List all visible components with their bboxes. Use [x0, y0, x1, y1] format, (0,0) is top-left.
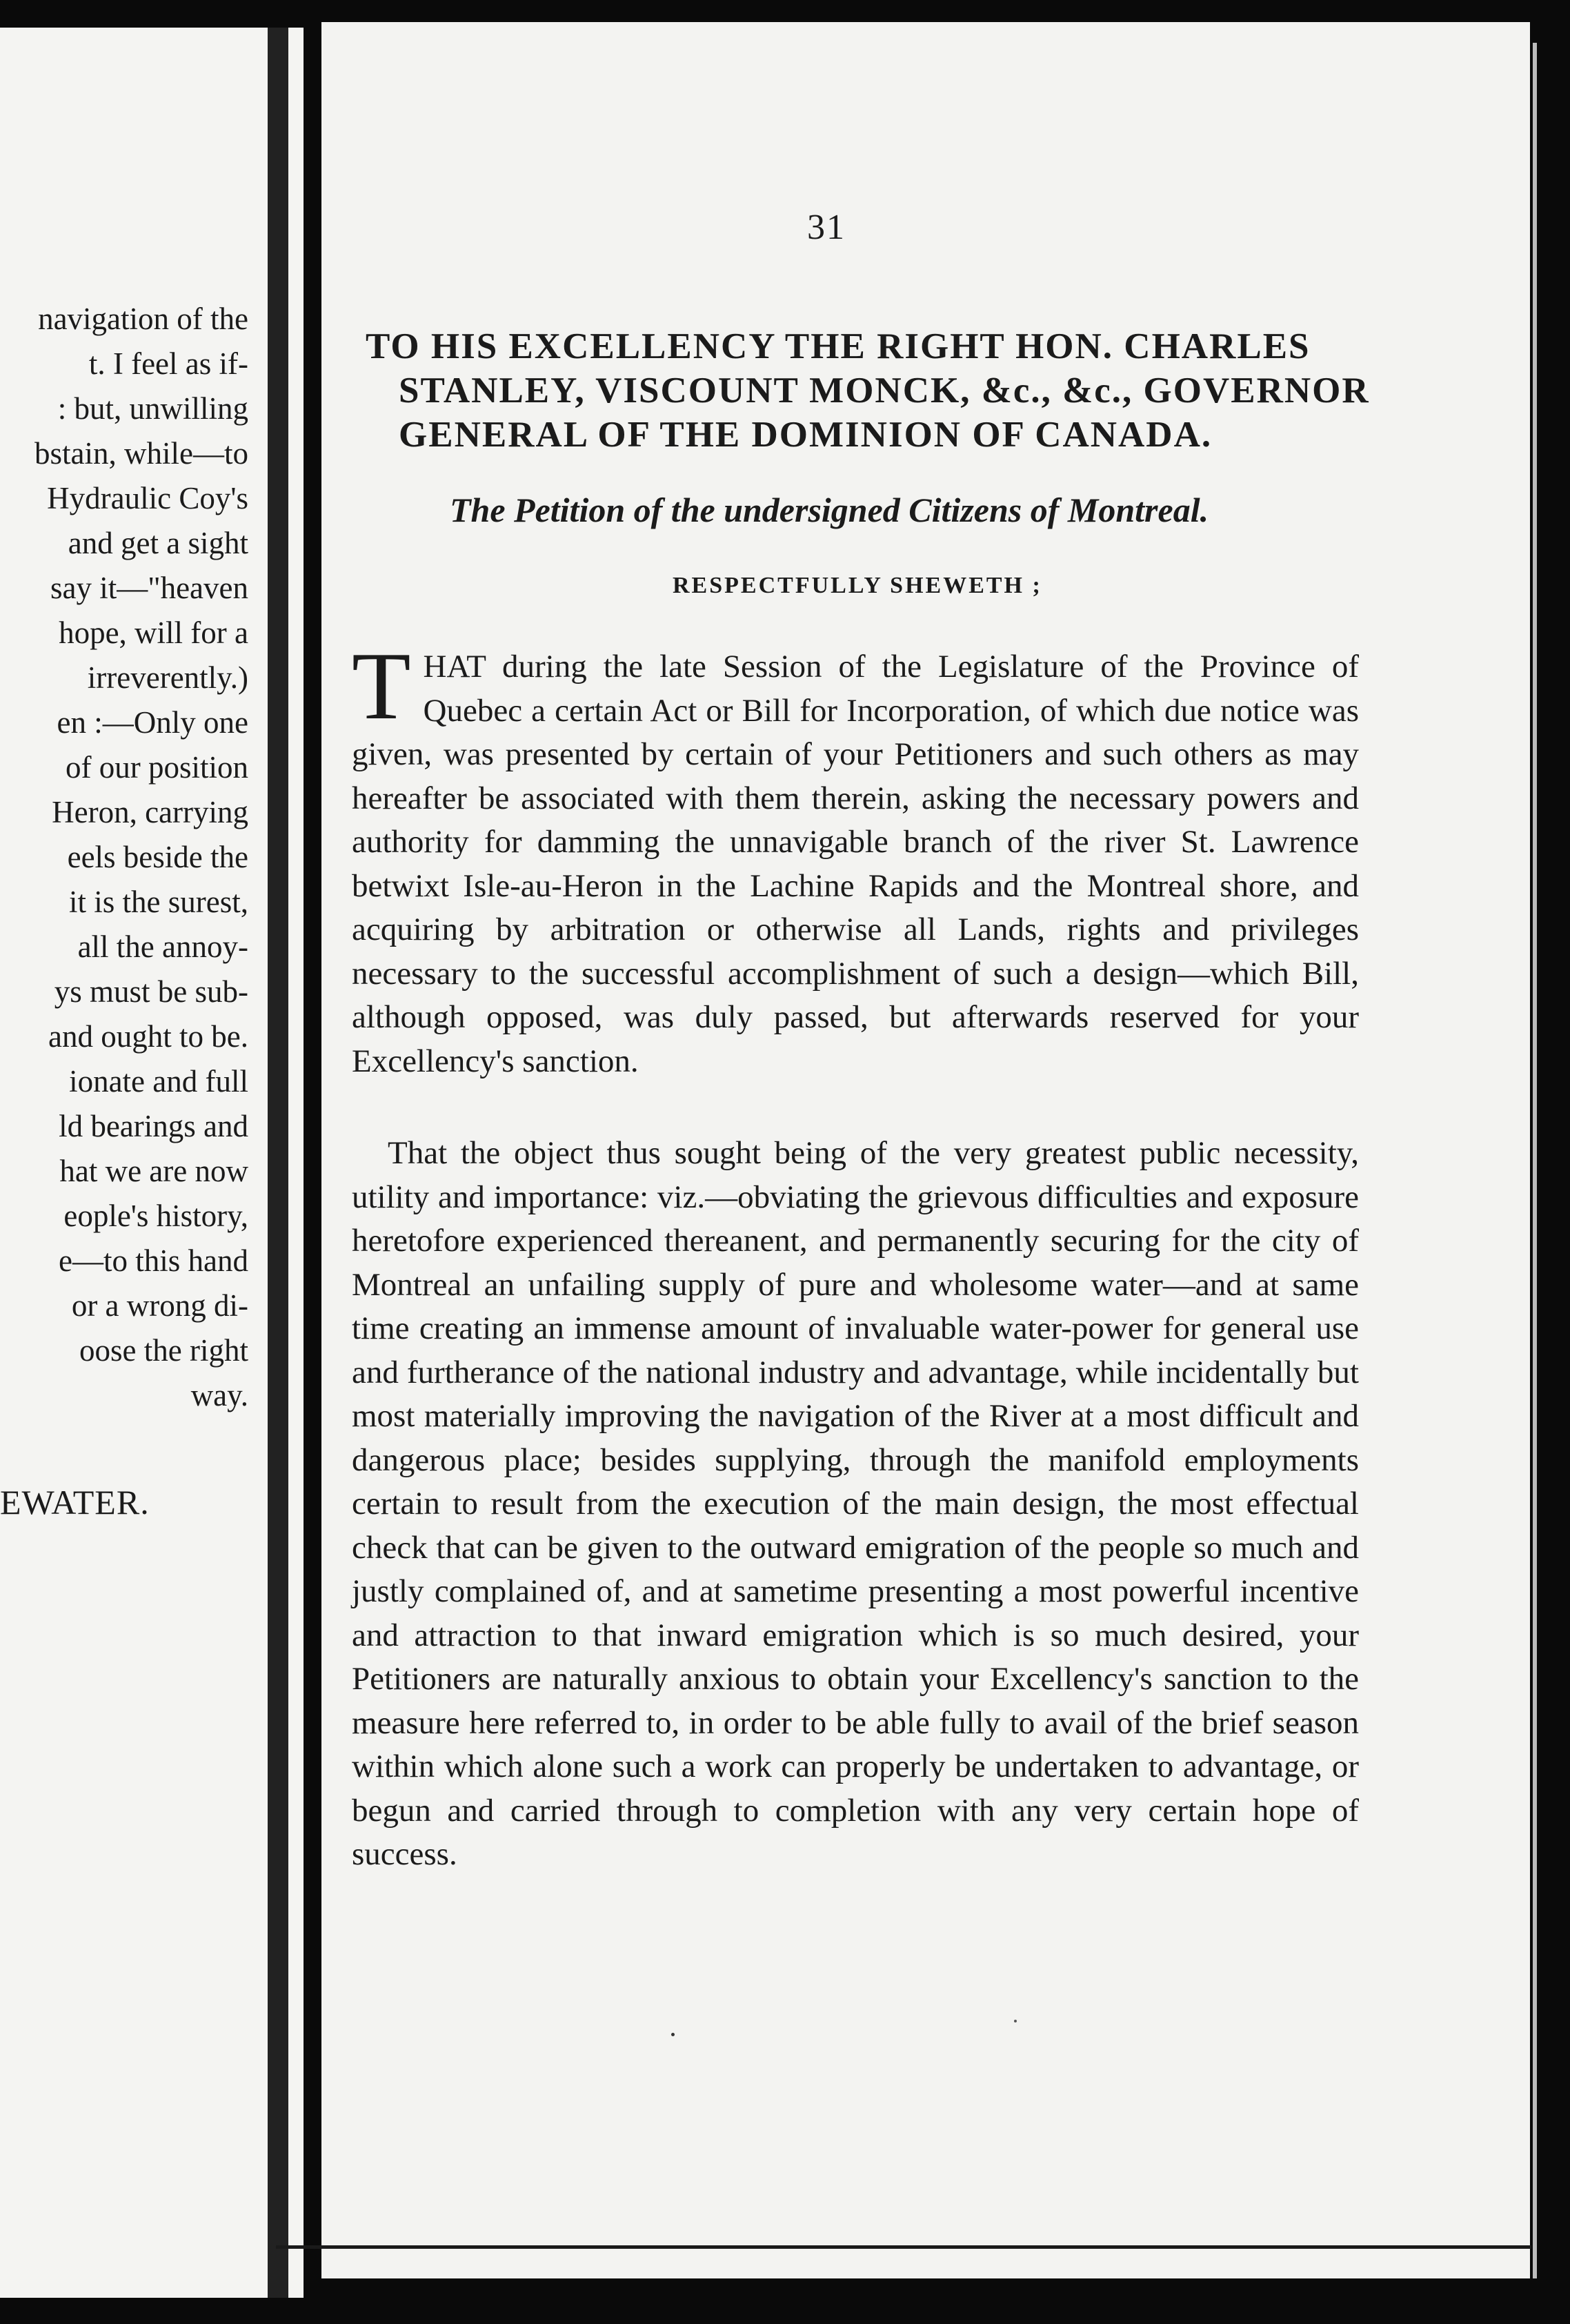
petition-title: The Petition of the undersigned Citizens of Montreal.	[450, 491, 1209, 529]
left-page-line: Heron, carrying	[52, 795, 248, 829]
page-number: 31	[807, 208, 846, 247]
left-page-line: bstain, while—to	[34, 436, 248, 471]
left-page-line: hope, will for a	[59, 616, 248, 650]
left-page-line: eople's history,	[63, 1199, 248, 1233]
left-page-line: e—to this hand	[59, 1243, 248, 1278]
left-page-line: all the annoy-	[77, 929, 248, 964]
address-line: GENERAL OF THE DOMINION OF CANADA.	[399, 415, 1213, 455]
left-page-line: Hydraulic Coy's	[47, 481, 248, 515]
paragraph-1-text: HAT during the late Session of the Legislature of the Province of Quebec a certain Act or Bill for Incorporation, of which due notice was given, was presented by certain of your Petitioners and such others as may hereafter be associated with them therein, asking the necessary powers and authority for damming the unnavigable branch of the river St. Lawrence betwixt Isle-au-Heron in the Lachine Rapids and the Montreal shore, and acquiring by arbitration or otherwise all Lands, rights and privileges necessary to the successful accomplishment of such a design—which Bill, although opposed, was duly passed, but afterwards reserved for your Excellency's sanction.	[352, 649, 1359, 1079]
drop-cap: T	[352, 633, 411, 740]
left-page-line: and ought to be.	[48, 1019, 248, 1054]
ink-speck	[1014, 2020, 1017, 2022]
paragraph-1	[352, 633, 1359, 1083]
left-page-line: say it—"heaven	[50, 571, 248, 605]
left-page-line: en :—Only one	[57, 705, 248, 740]
page-edge	[1533, 43, 1537, 2278]
sheweth-heading: RESPECTFULLY SHEWETH ;	[673, 573, 1042, 598]
left-page-line: t. I feel as if-	[88, 346, 248, 381]
left-page-line: of our position	[66, 750, 248, 785]
left-page-line: way.	[190, 1378, 248, 1412]
left-page-line: eels beside the	[67, 840, 248, 874]
left-page-line: and get a sight	[68, 526, 248, 560]
left-page-line: hat we are now	[59, 1154, 248, 1188]
left-page-line: ys must be sub-	[54, 974, 248, 1009]
left-page-heading: EWATER.	[0, 1483, 150, 1522]
left-page-line: or a wrong di-	[71, 1288, 248, 1323]
petition-address	[366, 324, 1373, 457]
left-page-line: ld bearings and	[59, 1109, 248, 1143]
left-page-line: it is the surest,	[69, 885, 248, 919]
ink-speck	[671, 2033, 675, 2036]
left-page-line: irreverently.)	[87, 660, 248, 695]
left-page-line: ionate and full	[69, 1064, 248, 1099]
paragraph-2: That the object thus sought being of the very greatest public necessity, utility and importance: viz.—obviating the grievous difficulties and exposure heretofore experienced thereanent, and permanently securing for the city of Montreal an unfailing supply of pure and wholesome water—and at same time creating an immense amount of invaluable water-power for general use and furtherance of the national industry and advantage, while incidentally but most materially improving the navigation of the River at a most difficult and dangerous place; besides supplying, through the manifold employments certain to result from the execution of the main design, the most effectual check that can be given to the outward emigration of the people so much and justly complained of, and at sametime presenting a most powerful incentive and attraction to that inward emigration which is so much desired, your Petitioners are naturally anxious to obtain your Excellency's sanction to the measure here referred to, in order to be able fully to avail of the brief season within which alone such a work can properly be undertaken to advantage, or begun and carried through to completion with any very certain hope of success.	[352, 1135, 1359, 1872]
left-page-line: navigation of the	[38, 302, 248, 336]
left-page-line: oose the right	[79, 1333, 248, 1368]
address-line: TO HIS EXCELLENCY THE RIGHT HON. CHARLES	[366, 326, 1311, 366]
book-spine	[268, 28, 288, 2298]
address-line: STANLEY, VISCOUNT MONCK, &c., &c., GOVERNOR	[399, 371, 1370, 411]
left-page	[0, 28, 304, 2298]
left-page-line: : but, unwilling	[57, 391, 248, 426]
left-page-text	[0, 297, 248, 1418]
page-bottom-edge	[276, 2245, 1531, 2249]
